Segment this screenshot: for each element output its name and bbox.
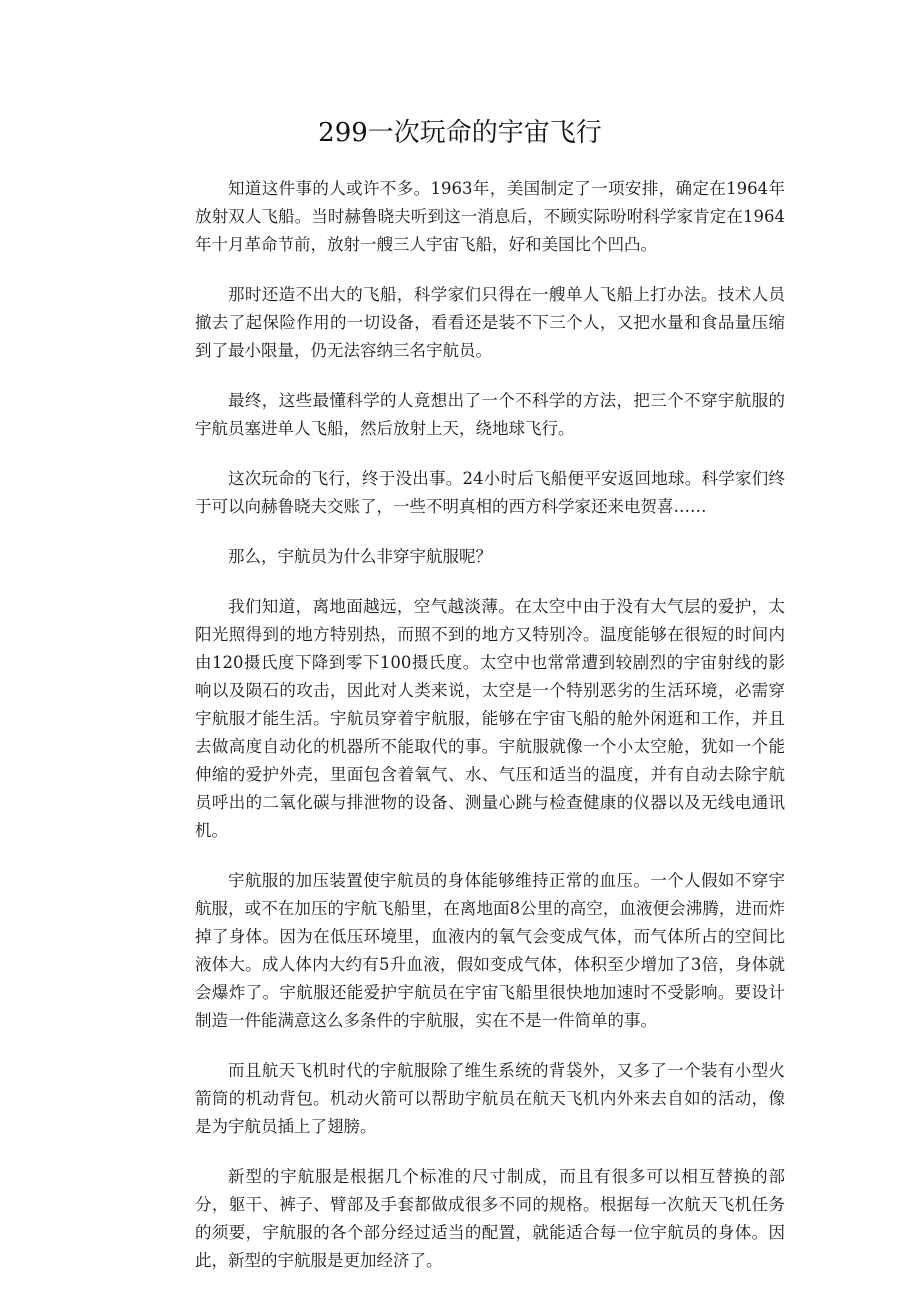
paragraph-1: 知道这件事的人或许不多。1963年，美国制定了一项安排，确定在1964年放射双人飞船。当时赫鲁晓夫听到这一消息后，不顾实际吩咐科学家肯定在1964年十月革命节前，放射一艘三人宇宙飞船，好和美国比个凹凸。 <box>195 179 785 254</box>
paragraph-3: 最终，这些最懂科学的人竟想出了一个不科学的方法，把三个不穿宇航服的宇航员塞进单人飞船，然后放射上天，绕地球飞行。 <box>195 391 785 438</box>
paragraph-6: 我们知道，离地面越远，空气越淡薄。在太空中由于没有大气层的爱护，太阳光照得到的地方特别热，而照不到的地方又特别冷。温度能够在很短的时间内由120摄氏度下降到零下100摄氏度。太空中也常常遭到较剧烈的宇宙射线的影响以及陨石的攻击，因此对人类来说，太空是一个特别恶劣的生活环境，必需穿宇航服才能生活。宇航员穿着宇航服，能够在宇宙飞船的舱外闲逛和工作，并且去做高度自动化的机器所不能取代的事。宇航服就像一个小太空舱，犹如一个能伸缩的爱护外壳，里面包含着氧气、水、气压和适当的温度，并有自动去除宇航员呼出的二氧化碳与排泄物的设备、测量心跳与检查健康的仪器以及无线电通讯机。 <box>195 597 785 840</box>
paragraph-4: 这次玩命的飞行，终于没出事。24小时后飞船便平安返回地球。科学家们终于可以向赫鲁晓夫交账了，一些不明真相的西方科学家还来电贺喜…… <box>195 469 785 516</box>
page-title: 299一次玩命的宇宙飞行 <box>318 118 602 148</box>
paragraph-8: 而且航天飞机时代的宇航服除了维生系统的背袋外，又多了一个装有小型火箭筒的机动背包。机动火箭可以帮助宇航员在航天飞机内外来去自如的活动，像是为宇航员插上了翅膀。 <box>195 1061 785 1136</box>
article-body <box>195 175 785 1297</box>
paragraph-7: 宇航服的加压装置使宇航员的身体能够维持正常的血压。一个人假如不穿宇航服，或不在加压的宇航飞船里，在离地面8公里的高空，血液便会沸腾，进而炸掉了身体。因为在低压环境里，血液内的氧气会变成气体，而气体所占的空间比液体大。成人体内大约有5升血液，假如变成气体，体积至少增加了3倍，身体就会爆炸了。宇航服还能爱护宇航员在宇宙飞船里很快地加速时不受影响。要设计制造一件能满意这么多条件的宇航服，实在不是一件简单的事。 <box>195 871 785 1030</box>
paragraph-5: 那么，宇航员为什么非穿宇航服呢？ <box>228 547 492 566</box>
paragraph-2: 那时还造不出大的飞船，科学家们只得在一艘单人飞船上打办法。技术人员撤去了起保险作用的一切设备，看看还是装不下三个人，又把水量和食品量压缩到了最小限量，仍无法容纳三名宇航员。 <box>195 285 785 360</box>
paragraph-9: 新型的宇航服是根据几个标准的尺寸制成，而且有很多可以相互替换的部分，躯干、裤子、臂部及手套都做成很多不同的规格。根据每一次航天飞机任务的须要，宇航服的各个部分经过适当的配置，就能适合每一位宇航员的身体。因此，新型的宇航服是更加经济了。 <box>195 1167 785 1270</box>
